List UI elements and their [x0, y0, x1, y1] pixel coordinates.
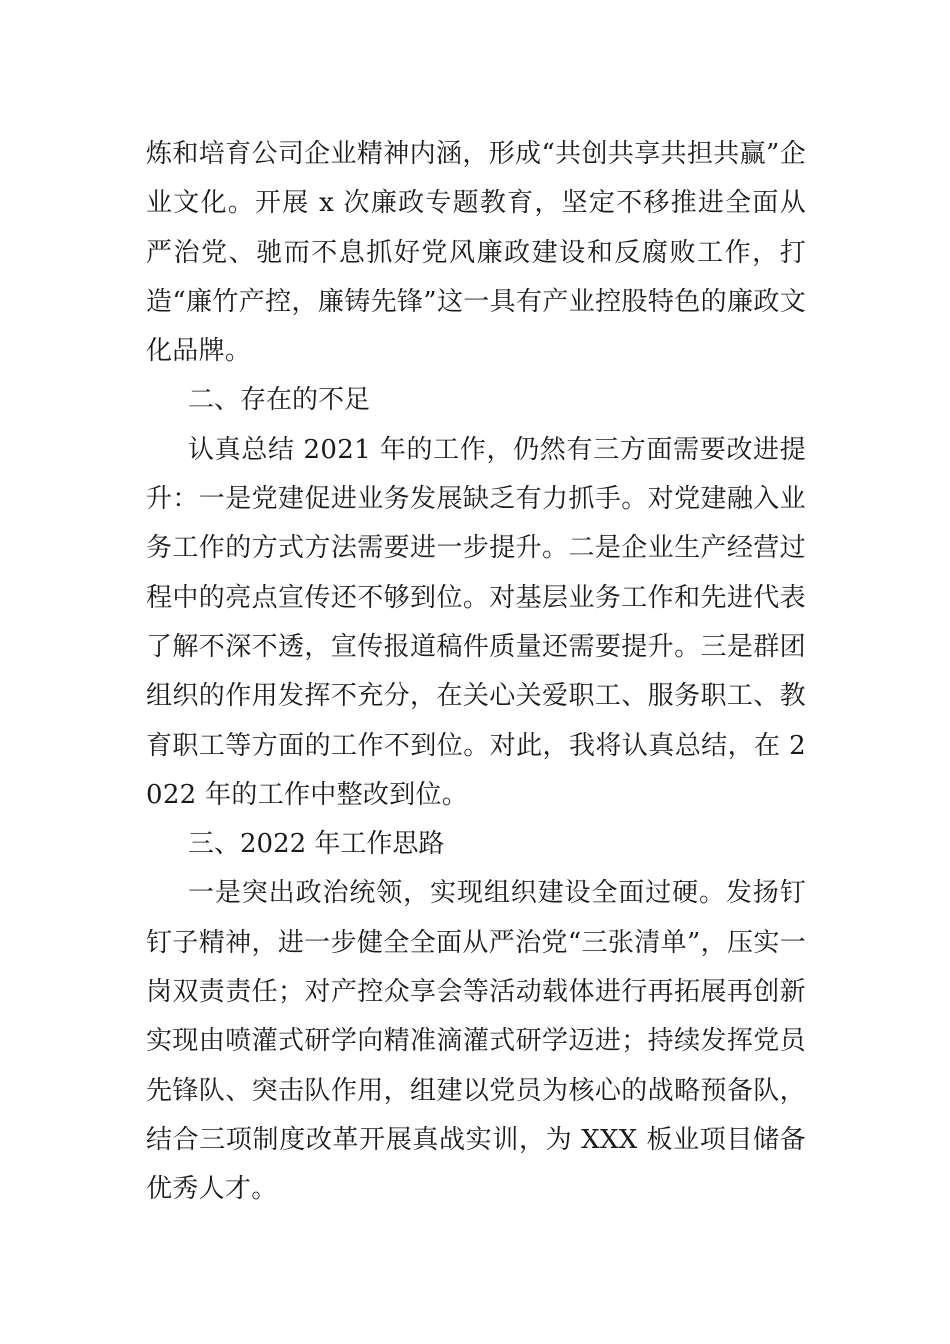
paragraph-shortcomings: 认真总结 2021 年的工作，仍然有三方面需要改进提升：一是党建促进业务发展缺乏有力抓手。对党建融入业务工作的方式方法需要进一步提升。二是企业生产经营过程中的亮点宣传还不够到位。对基层业务工作和先进代表了解不深不透，宣传报道稿件质量还需要提升。三是群团组织的作用发挥不充分，在关心关爱职工、服务职工、教育职工等方面的工作不到位。对此，我将认真总结，在 2022 年的工作中整改到位。	[146, 434, 806, 810]
section-heading-shortcomings: 二、存在的不足	[188, 385, 371, 416]
paragraph-culture-building: 炼和培育公司企业精神内涵，形成“共创共享共担共赢”企业文化。开展 x 次廉政专题教育，坚定不移推进全面从严治党、驰而不息抓好党风廉政建设和反腐败工作，打造“廉竹产控，廉铸先锋”这一具有产业控股特色的廉政文化品牌。	[146, 139, 806, 367]
section-heading-2022-plan: 三、2022 年工作思路	[188, 829, 445, 860]
document-body	[146, 130, 806, 1215]
paragraph-2022-plan: 一是突出政治统领，实现组织建设全面过硬。发扬钉钉子精神，进一步健全全面从严治党“三张清单”，压实一岗双责责任；对产控众享会等活动载体进行再拓展再创新实现由喷灌式研学向精准滴灌式研学迈进；持续发挥党员先锋队、突击队作用，组建以党员为核心的战略预备队，结合三项制度改革开展真战实训，为 XXX 板业项目储备优秀人才。	[146, 878, 806, 1205]
